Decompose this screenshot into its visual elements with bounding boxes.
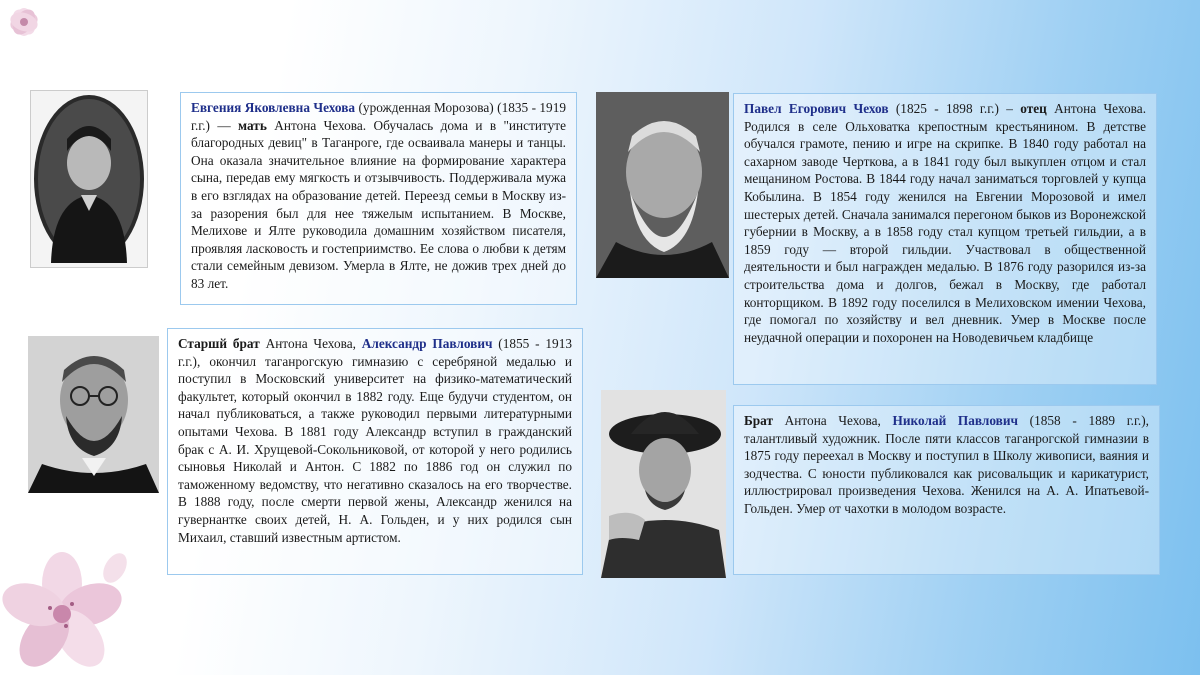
alexander-name: Александр Павлович bbox=[361, 336, 493, 351]
alexander-text-2: (1855 - 1913 г.г.), окончил таганрогскую гимназию с серебряной медалью и поступил в Московский университет на физико-математический факультет, который окончил в 1882 году. Еще будучи студентом, он начал публиковаться, а также руководил первыми литературными опытами Чехова. В 1881 году Александр вступил в гражданский брак с А. И. Хрущевой-Сокольниковой, от которой у него родились сыновья Николай и Антон. С 1882 по 1886 год он служил по таможенному ведомству, что негативно сказалось на его творчестве. В 1888 году, после смерти первой жены, Александр женился на гувернантке своих детей, Н. А. Гольден, и у них родился сын Михаил, ставший известным артистом. bbox=[178, 336, 572, 545]
nikolai-name: Николай Павлович bbox=[892, 413, 1019, 428]
father-text-2: Антона Чехова. Родился в селе Ольховатка крепостным крестьянином. В детстве обучался грамоте, пению и игре на скрипке. В 1840 году работал на сахарном заводе Черткова, а в 1841 году был выкуплен отцом и стал мещанином Ростова. В 1844 году начал заниматься торговлей у купца Кобылина. В 1854 году женился на Евгении Морозовой и имел шестерых детей. Сначала занимался перегоном быков из Воронежской губернии в Москву, а в 1858 году стал купцом третьей гильдии, а в 1859 году — второй гильдии. Участвовал в общественной деятельности и был награжден медалью. В 1876 году разорился из-за строительства дома и долгов, бежал в Москву, где работал конторщиком. В 1892 году поселился в Мелиховском имении Чехова, где помогал по хозяйству и вел дневник. Умер в Москве после неудачной операции и похоронен на Новодевичьем кладбище bbox=[744, 101, 1147, 345]
father-name: Павел Егорович Чехов bbox=[744, 101, 889, 116]
nikolai-text-2: (1858 - 1889 г.г.), талантливый художник. После пяти классов таганрогской гимназии в 1875 году переехал в Москву и поступил в Школу живописи, ваяния и зодчества. С юности публиковался как рисовальщик и карикатурист, иллюстрировал произведения Чехова. Женился на А. А. Ипатьевой-Гольден. Умер от чахотки в молодом возрасте. bbox=[744, 413, 1149, 516]
father-portrait bbox=[596, 92, 729, 278]
blossom-large-bottomleft bbox=[0, 528, 135, 675]
mother-text-2: Антона Чехова. Обучалась дома и в "институте благородных девиц" в Таганроге, где осваивала манеры и танцы. Она оказала значительное влияние на формирование характера сына, передав ему мягкость и отзывчивость. Поддерживала мужа в его взглядах на образование детей. Переезд семьи в Москву из-за разорения был для нее тяжелым испытанием. В Москве, Мелихове и Ялте руководила домашним хозяйством писателя, проявляя ласковость и гостеприимство. Ее слова о любви к детям стали семейным девизом. Умерла в Ялте, не дожив трех дней до 83 лет. bbox=[191, 117, 566, 291]
father-bio bbox=[733, 93, 1157, 385]
mother-bio bbox=[180, 92, 577, 305]
nikolai-portrait bbox=[601, 390, 726, 578]
alexander-portrait bbox=[28, 336, 159, 493]
mother-portrait bbox=[30, 90, 148, 268]
mother-text-1: (урожденная Морозова) (1835 - 1919 г.г.) — bbox=[191, 100, 566, 133]
nikolai-role: Брат bbox=[744, 413, 774, 428]
nikolai-bio bbox=[733, 405, 1160, 575]
mother-name: Евгения Яковлевна Чехова bbox=[191, 100, 356, 115]
alexander-text-1: Антона Чехова, bbox=[259, 336, 362, 351]
blossom-small-topleft bbox=[0, 0, 56, 52]
nikolai-text-1: Антона Чехова, bbox=[773, 413, 893, 428]
alexander-bio bbox=[167, 328, 583, 575]
alexander-role: Старшй брат bbox=[178, 336, 260, 351]
father-role: отец bbox=[1020, 101, 1047, 116]
mother-role: мать bbox=[238, 117, 267, 133]
father-text-1: (1825 - 1898 г.г.) – bbox=[888, 101, 1021, 116]
